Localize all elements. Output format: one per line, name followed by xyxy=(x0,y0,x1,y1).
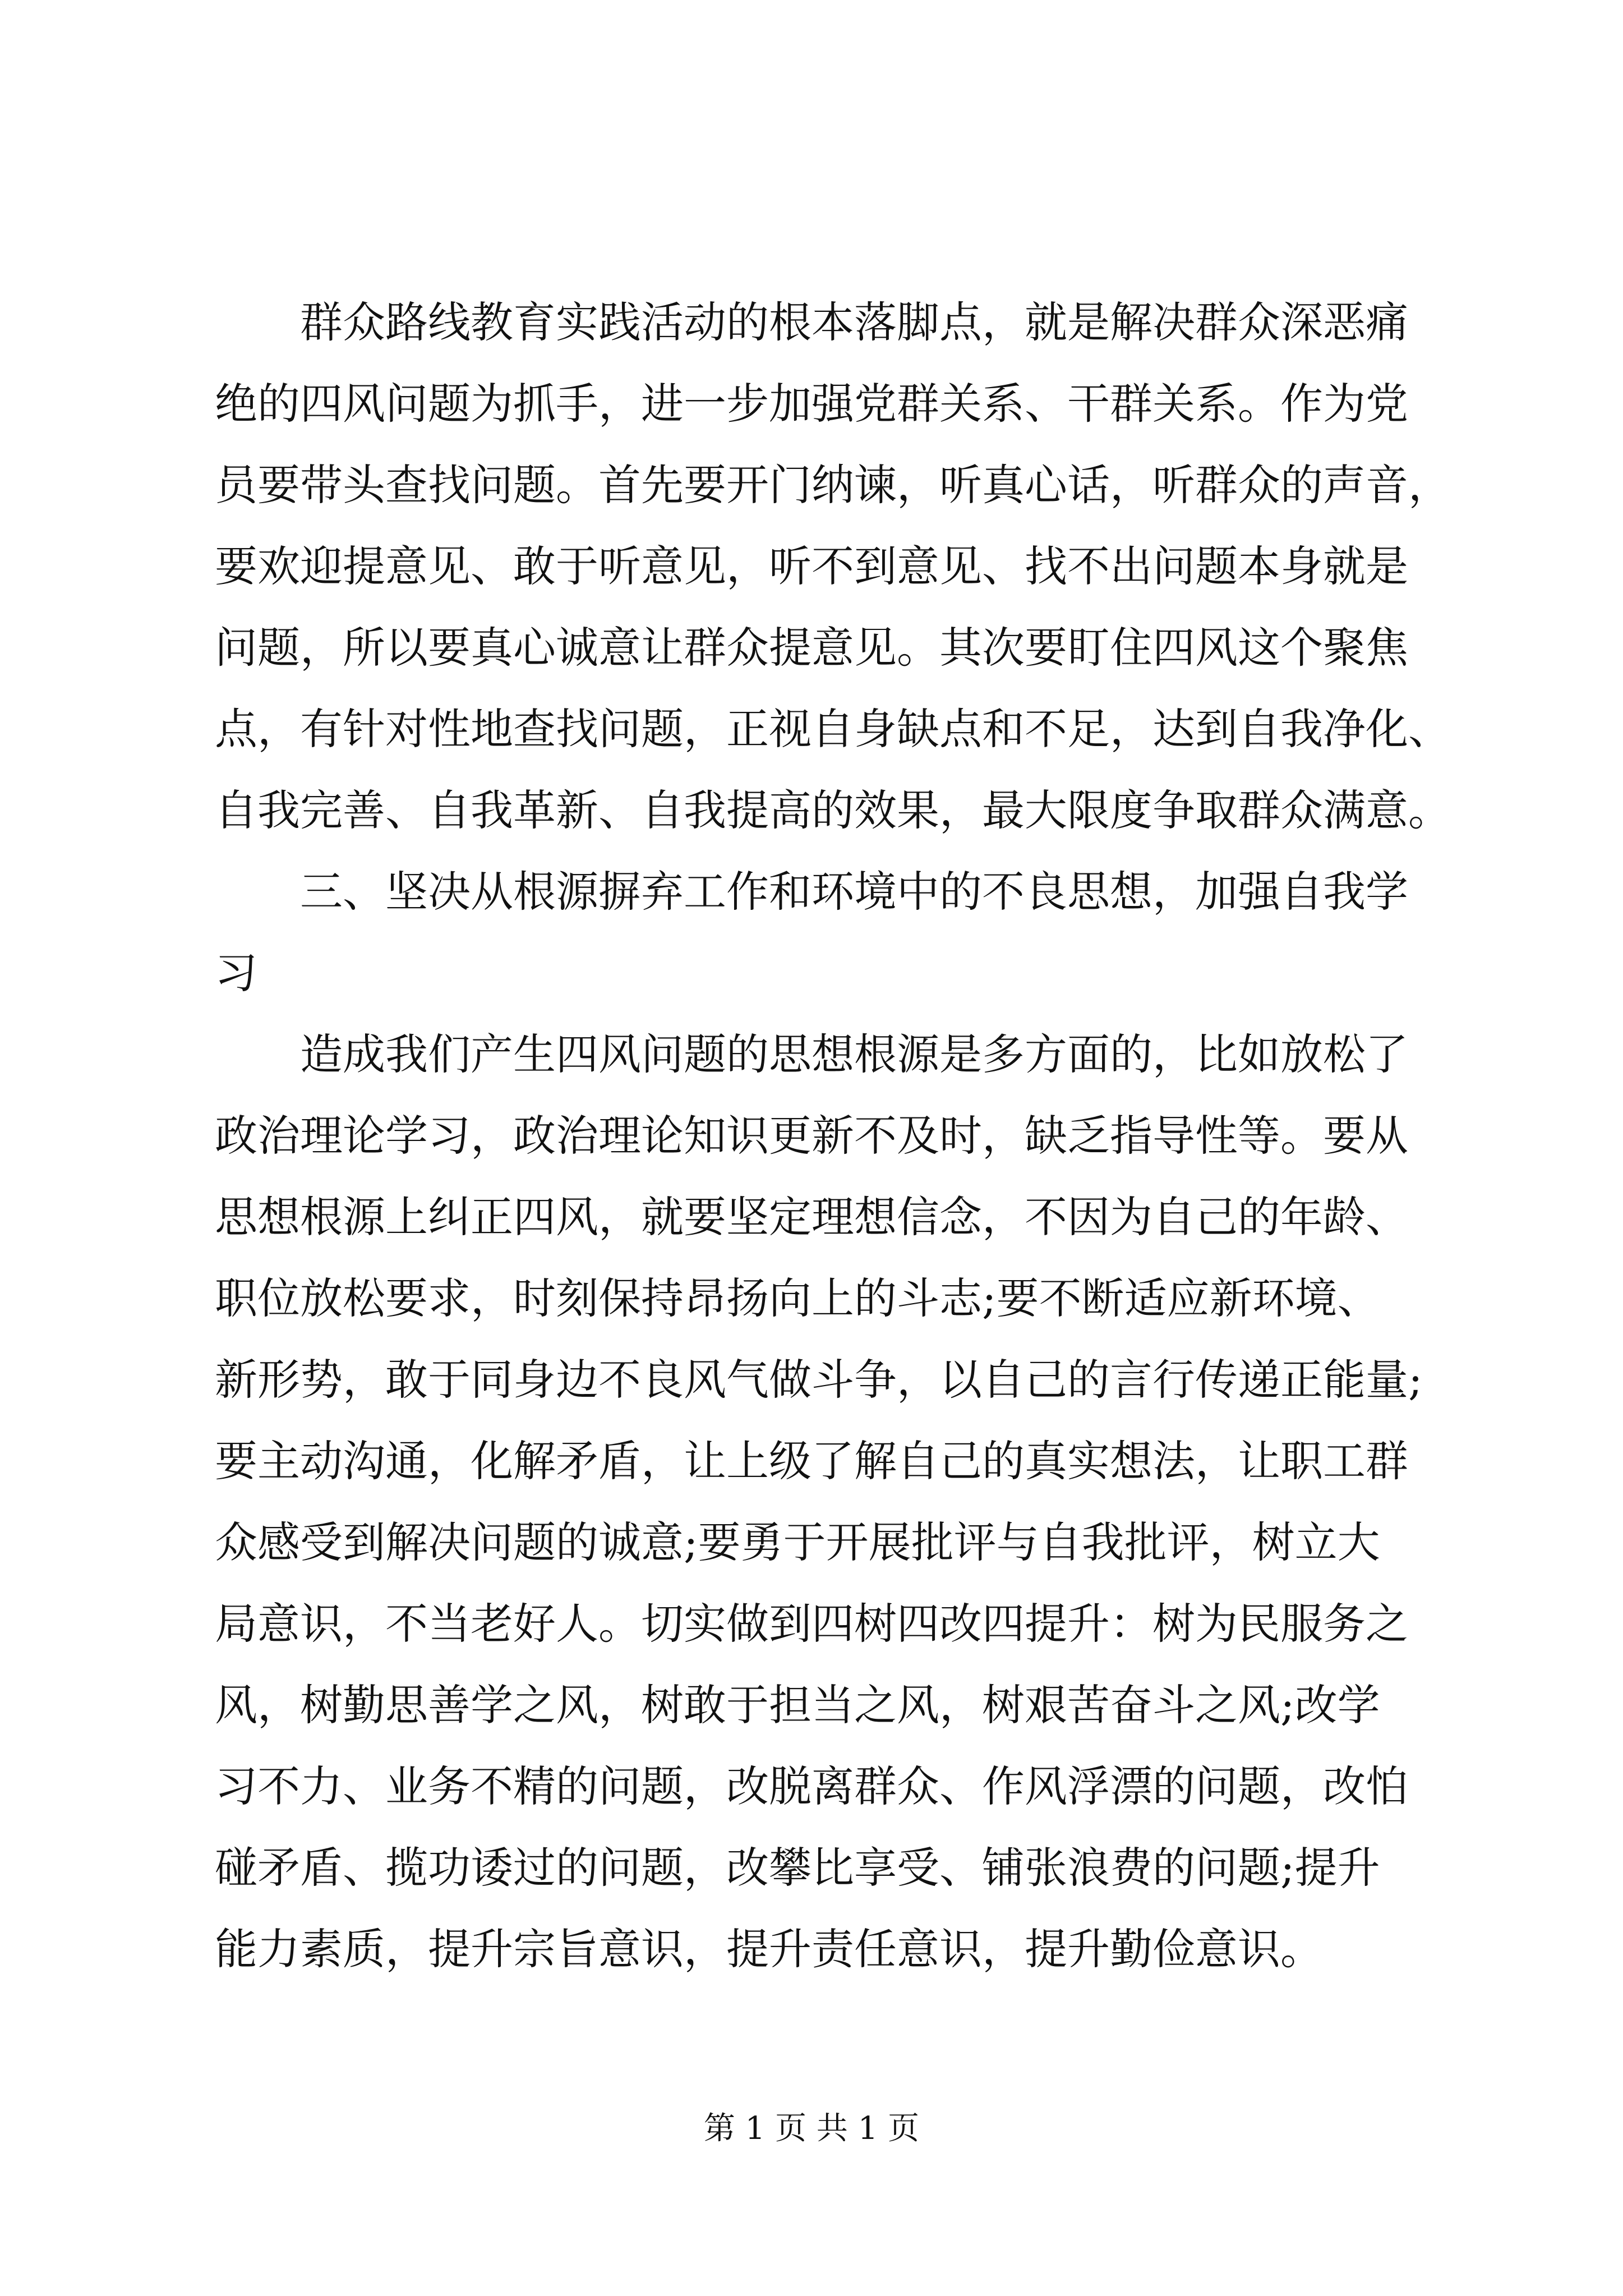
paragraph-line: 碰矛盾、揽功诿过的问题，改攀比享受、铺张浪费的问题;提升 xyxy=(215,1843,1380,1893)
paragraph-line: 风，树勤思善学之风，树敢于担当之风，树艰苦奋斗之风;改学 xyxy=(215,1680,1380,1730)
paragraph-line: 点，有针对性地查找问题，正视自身缺点和不足，达到自我净化、 xyxy=(215,704,1451,754)
page-number-footer: 第 1 页 共 1 页 xyxy=(703,2110,920,2147)
paragraph-line: 绝的四风问题为抓手，进一步加强党群关系、干群关系。作为党 xyxy=(215,379,1408,429)
paragraph-line: 员要带头查找问题。首先要开门纳谏，听真心话，听群众的声音， xyxy=(215,460,1451,510)
paragraph-line: 造成我们产生四风问题的思想根源是多方面的，比如放松了 xyxy=(300,1029,1408,1079)
paragraph-line: 新形势，敢于同身边不良风气做斗争，以自己的言行传递正能量; xyxy=(215,1355,1423,1405)
section-heading-line: 三、坚决从根源摒弃工作和环境中的不良思想，加强自我学 xyxy=(300,867,1408,917)
paragraph-line: 能力素质，提升宗旨意识，提升责任意识，提升勤俭意识。 xyxy=(215,1924,1323,1974)
paragraph-line: 群众路线教育实践活动的根本落脚点，就是解决群众深恶痛 xyxy=(300,297,1408,347)
paragraph-line: 要主动沟通，化解矛盾，让上级了解自己的真实想法，让职工群 xyxy=(215,1436,1408,1486)
section-heading-line: 习 xyxy=(215,948,257,998)
paragraph-line: 要欢迎提意见、敢于听意见，听不到意见、找不出问题本身就是 xyxy=(215,541,1408,591)
paragraph-line: 政治理论学习，政治理论知识更新不及时，缺乏指导性等。要从 xyxy=(215,1111,1408,1161)
paragraph-line: 思想根源上纠正四风，就要坚定理想信念，不因为自己的年龄、 xyxy=(215,1192,1408,1242)
paragraph-line: 职位放松要求，时刻保持昂扬向上的斗志;要不断适应新环境、 xyxy=(215,1273,1380,1323)
paragraph-line: 问题，所以要真心诚意让群众提意见。其次要盯住四风这个聚焦 xyxy=(215,623,1408,673)
paragraph-line: 局意识，不当老好人。切实做到四树四改四提升：树为民服务之 xyxy=(215,1599,1408,1649)
paragraph-line: 自我完善、自我革新、自我提高的效果，最大限度争取群众满意。 xyxy=(215,785,1451,835)
paragraph-line: 众感受到解决问题的诚意;要勇于开展批评与自我批评，树立大 xyxy=(215,1517,1380,1567)
paragraph-line: 习不力、业务不精的问题，改脱离群众、作风浮漂的问题，改怕 xyxy=(215,1761,1408,1811)
